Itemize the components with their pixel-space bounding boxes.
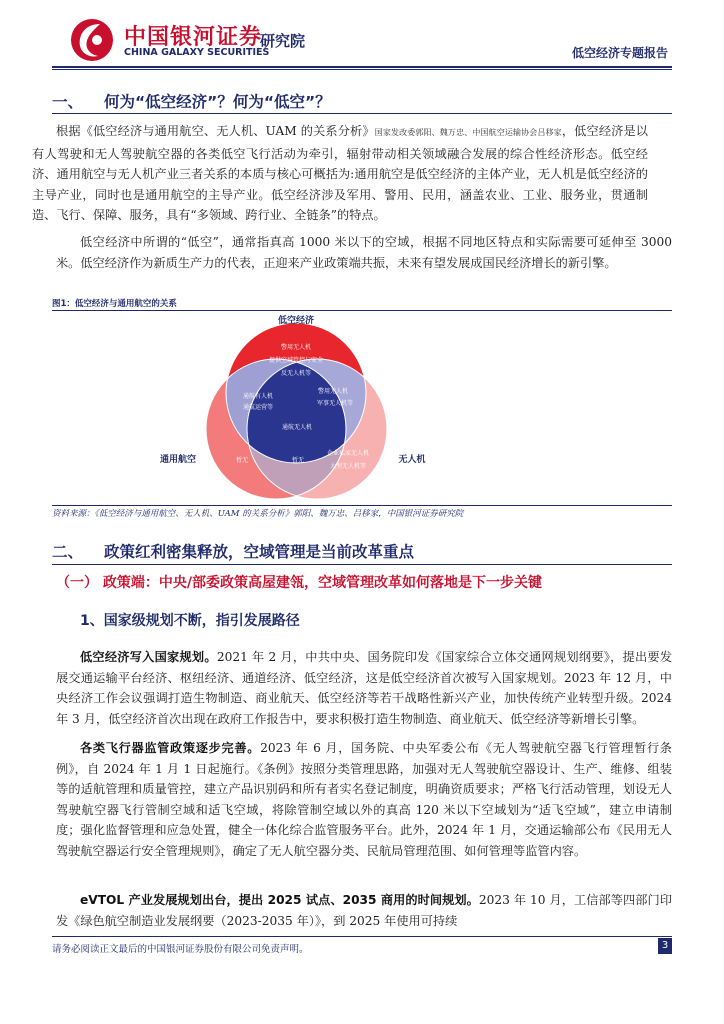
section-2-heading <box>52 540 414 562</box>
venn-top-left-2: 通航运营等 <box>242 404 274 411</box>
figure-1-bottom-rule <box>52 505 672 506</box>
section-1-heading <box>52 90 331 112</box>
figure-1-title: 图1：低空经济与通用航空的关系 <box>52 299 177 309</box>
venn-top-right-1: 警用无人机 <box>317 388 349 395</box>
section-1-title: 何为“低空经济”？何为“低空”？ <box>104 93 331 111</box>
venn-top-only-1: 警用无人机 <box>280 344 312 351</box>
footer-rule <box>52 936 672 937</box>
subsection-heading: （一） 政策端：中央/部委政策高屋建瓴，空域管理改革如何落地是下一步关键 <box>56 575 542 591</box>
section-2-underline <box>52 564 672 565</box>
venn-left-right: 暂无 <box>291 457 305 464</box>
footer-disclaimer: 请务必阅读正文最后的中国银河证券股份有限公司免责声明。 <box>52 944 309 955</box>
venn-left-only: 暂无 <box>235 457 249 464</box>
section-2-paragraph-3 <box>56 890 672 931</box>
section-2-number: 二、 <box>52 543 84 561</box>
p4-lead: 各类飞行器监管政策逐步完善。 <box>80 741 261 755</box>
company-logo-icon <box>70 18 114 62</box>
p1-authors: 国家发改委郭阳、魏万忠、中国航空运输协会吕移家 <box>374 128 562 137</box>
venn-diagram <box>150 312 580 504</box>
p5-text: 2023 年 10 月，工信部等四部门印发《绿色航空制造业发展纲要（2023-2035 年）》，到 2025 年使用可持续 <box>56 893 673 928</box>
section-1-underline <box>52 113 672 114</box>
section-2-paragraph-2 <box>56 738 672 861</box>
venn-top-only-2: 提供空域管控与安全 <box>268 357 324 364</box>
venn-top-only-3: 反无人机等 <box>280 370 312 377</box>
venn-label-top: 低空经济 <box>277 316 315 326</box>
venn-top-right-2: 军事无人机等 <box>316 400 354 407</box>
section-1-paragraph-2: 低空经济中所谓的“低空”，通常指真高 1000 米以下的空域，根据不同地区特点和实际需要可延伸至 3000 米。低空经济作为新质生产力的代表，正迎来产业政策端共振，未来有望发展成国民经济增长的新引擎。 <box>56 235 672 270</box>
header-rule <box>52 66 672 68</box>
venn-right-only-2: 大型无人机等 <box>329 463 367 470</box>
venn-center-label: 通航无人机 <box>281 424 313 431</box>
company-name-en: CHINA GALAXY SECURITIES <box>124 47 270 58</box>
company-name-cn: 中国银河证券 <box>124 25 263 50</box>
p4-text: 2023 年 6 月，国务院、中央军委公布《无人驾驶航空器飞行管理暂行条例》，自 2024 年 1 月 1 日起施行。《条例》按照分类管理思路，加强对无人驾驶航空器设计、生产、维修、组装等的适航管理和质量管控，建立产品识别码和所有者实名登记制度，明确资质要求；严格飞行活动管理，划设无人驾驶航空器飞行管制空域和适飞空域，将除管制空域以外的真高 120 米以下空域划为“适飞空域”，建立申请制度；强化监督管理和应急处置，健全一体化综合监管服务平台。此外，2024 年 1 月，交通运输部公布《民用无人驾驶航空器运行安全管理规则》，确定了无人航空器分类、民航局管理范围、如何管理等监管内容。 <box>56 741 672 858</box>
sub-subsection-heading: 1、国家级规划不断，指引发展路径 <box>80 613 300 629</box>
venn-label-left: 通用航空 <box>159 455 197 465</box>
p1-text-b: ，低空经济是以有人驾驶和无人驾驶航空器的各类低空飞行活动为牵引，辐射带动相关领域融合发展的综合性经济形态。低空经济、通用航空与无人机产业三者关系的本质与核心可概括为:通用航空是低空经济的主体产业，无人机是低空经济的主导产业，同时也是通用航空的主导产业。低空经济涉及军用、警用、民用，涵盖农业、工业、服务业，贯通制造、飞行、保障、服务，具有“多领域、跨行业、全链条”的特点。 <box>32 124 648 222</box>
p5-lead: eVTOL 产业发展规划出台，提出 2025 试点、2035 商用的时间规划。 <box>80 893 479 907</box>
venn-right-only-1: 企业私家无人机 <box>326 450 370 457</box>
page-number: 3 <box>658 938 672 954</box>
figure-1-source: 资料来源：《低空经济与通用航空、无人机、UAM 的关系分析》郭阳、魏万忠、吕移家，中国银河证券研究院 <box>52 509 464 519</box>
report-type: 低空经济专题报告 <box>571 46 668 60</box>
header-rule-thin <box>52 69 672 70</box>
institute-label: 研究院 <box>260 32 306 50</box>
section-1-paragraph-1 <box>32 121 648 226</box>
venn-label-right: 无人机 <box>398 455 426 465</box>
p3-lead: 低空经济写入国家规划。 <box>80 650 217 664</box>
section-1-number: 一、 <box>52 93 84 111</box>
p1-text-a: 根据《低空经济与通用航空、无人机、UAM 的关系分析》 <box>56 124 375 138</box>
section-2-title: 政策红利密集释放，空域管理是当前改革重点 <box>104 543 415 561</box>
p3-text: 2021 年 2 月，中共中央、国务院印发《国家综合立体交通网规划纲要》，提出要发展交通运输平台经济、枢纽经济、通道经济、低空经济，这是低空经济首次被写入国家规划。2023 年 12 月，中央经济工作会议强调打造生物制造、商业航天、低空经济等若干战略性新兴产业，加快传统产业转型升级。2024 年 3 月，低空经济首次出现在政府工作报告中，要求积极打造生物制造、商业航天、低空经济等新增长引擎。 <box>56 650 673 726</box>
venn-top-left-1: 通航有人机 <box>242 393 274 400</box>
figure-1-top-rule <box>52 310 672 311</box>
section-2-paragraph-1 <box>56 647 672 729</box>
